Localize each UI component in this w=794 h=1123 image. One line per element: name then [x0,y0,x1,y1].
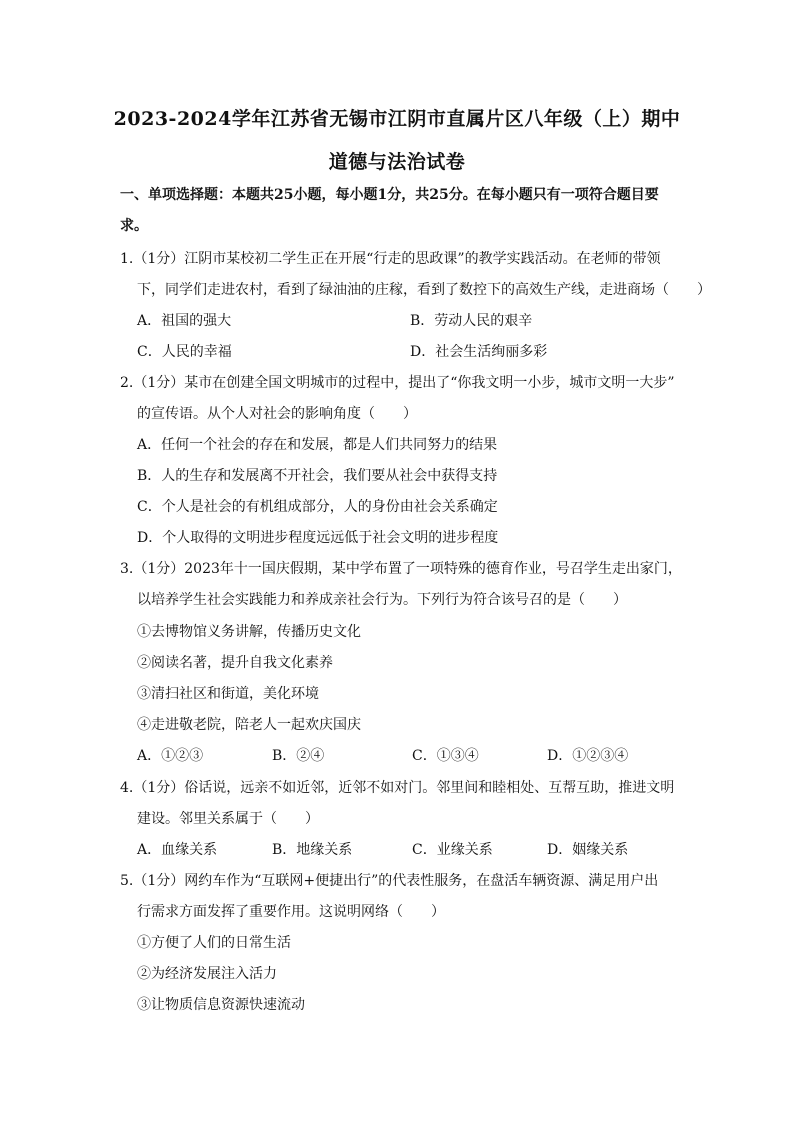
question-3-option-c: C．①③④ [412,748,479,764]
question-2-option-d: D．个人取得的文明进步程度远远低于社会文明的进步程度 [137,530,499,546]
question-4-option-c: C．业缘关系 [412,842,493,858]
question-3-option-a: A．①②③ [137,748,204,764]
question-3-option-b: B．②④ [272,748,325,764]
question-2-option-b: B．人的生存和发展离不开社会，我们要从社会中获得支持 [137,468,498,484]
question-3-line2: 以培养学生社会实践能力和养成亲社会行为。下列行为符合该号召的是（ ） [137,592,627,608]
question-4-line1: 4.（1分）俗话说，远亲不如近邻，近邻不如对门。邻里间和睦相处、互帮互助，推进文明 [120,780,675,796]
question-3-line1: 3.（1分）2023年十一国庆假期，某中学布置了一项特殊的德育作业，号召学生走出家门， [120,561,682,577]
question-2-option-c: C．个人是社会的有机组成部分，人的身份由社会关系确定 [137,499,498,515]
question-4-option-a: A．血缘关系 [137,842,218,858]
question-4-option-d: D．姻缘关系 [547,842,629,858]
question-1-option-d: D．社会生活绚丽多彩 [410,344,548,360]
section-heading: 一、单项选择题：本题共25小题，每小题1分，共25分。在每小题只有一项符合题目要求。 [120,187,659,234]
question-3-option-d: D．①②③④ [547,748,629,764]
question-3-item-3: ③清扫社区和街道，美化环境 [137,686,319,702]
question-5-line2: 行需求方面发挥了重要作用。这说明网络（ ） [137,904,445,920]
question-2-line2: 的宣传语。从个人对社会的影响角度（ ） [137,406,417,422]
document-title-line2: 道德与法治试卷 [328,151,466,173]
question-1-option-b: B．劳动人民的艰辛 [410,313,533,329]
question-4-line2: 建设。邻里关系属于（ ） [137,811,319,827]
question-3-item-2: ②阅读名著，提升自我文化素养 [137,655,333,671]
question-5-item-3: ③让物质信息资源快速流动 [137,997,305,1013]
document-title-line1: 2023-2024学年江苏省无锡市江阴市直属片区八年级（上）期中 [113,108,681,130]
question-1-option-a: A．祖国的强大 [137,313,232,329]
question-4-option-b: B．地缘关系 [272,842,353,858]
question-1-line2: 下，同学们走进农村，看到了绿油油的庄稼，看到了数控下的高效生产线，走进商场（ ） [137,282,711,298]
question-5-item-1: ①方便了人们的日常生活 [137,935,291,951]
question-3-item-1: ①去博物馆义务讲解，传播历史文化 [137,624,361,640]
question-5-item-2: ②为经济发展注入活力 [137,966,277,982]
question-1-line1: 1.（1分）江阴市某校初二学生正在开展“行走的思政课”的教学实践活动。在老师的带领 [120,251,661,267]
question-3-item-4: ④走进敬老院，陪老人一起欢庆国庆 [137,717,361,733]
question-5-line1: 5.（1分）网约车作为“互联网+便捷出行”的代表性服务，在盘活车辆资源、满足用户出 [120,873,659,889]
question-1-option-c: C．人民的幸福 [137,344,232,360]
question-2-line1: 2.（1分）某市在创建全国文明城市的过程中，提出了“你我文明一小步，城市文明一大步” [120,375,675,391]
question-2-option-a: A．任何一个社会的存在和发展，都是人们共同努力的结果 [137,437,498,453]
